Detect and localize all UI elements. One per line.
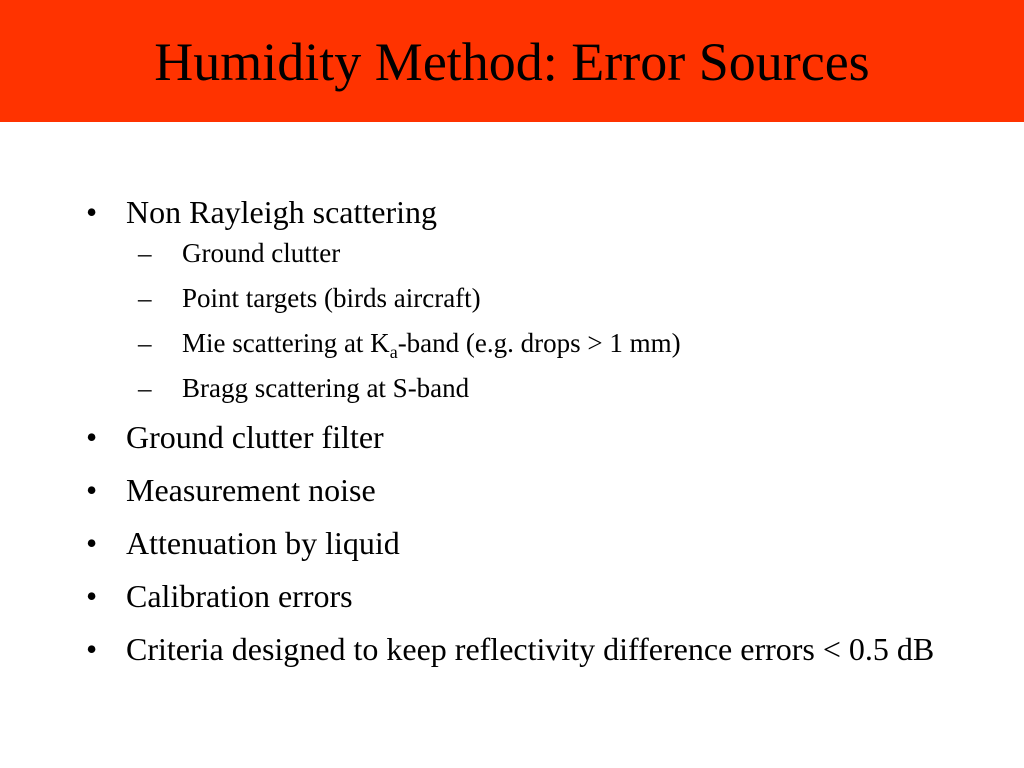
bullet-item: [86, 522, 946, 564]
bullet-icon: •: [86, 419, 98, 455]
bullet-icon: •: [86, 578, 98, 614]
bullet-text: Ground clutter filter: [126, 419, 384, 455]
bullet-text: Attenuation by liquid: [126, 525, 400, 561]
sub-bullet-text-pre: Mie scattering at K: [182, 328, 390, 358]
sub-bullet-text: Ground clutter: [182, 238, 341, 268]
sub-bullet-item: [138, 326, 946, 360]
bullet-item: [86, 191, 946, 405]
bullet-item: [86, 628, 946, 670]
sub-bullet-list: [126, 236, 946, 405]
bullet-icon: •: [86, 631, 98, 667]
bullet-text: Measurement noise: [126, 472, 376, 508]
subscript-text: a: [389, 342, 398, 362]
sub-bullet-item: [138, 371, 946, 405]
bullet-item: [86, 416, 946, 458]
bullet-item: [86, 575, 946, 617]
dash-icon: –: [138, 238, 152, 268]
sub-bullet-text: Point targets (birds aircraft): [182, 283, 481, 313]
sub-bullet-text: Bragg scattering at S-band: [182, 373, 470, 403]
bullet-text: Calibration errors: [126, 578, 353, 614]
slide-title: Humidity Method: Error Sources: [154, 32, 870, 92]
bullet-list: [86, 191, 946, 670]
sub-bullet-text-post: -band (e.g. drops > 1 mm): [397, 328, 681, 358]
dash-icon: –: [138, 373, 152, 403]
dash-icon: –: [138, 283, 152, 313]
bullet-text: Non Rayleigh scattering: [126, 194, 438, 230]
sub-bullet-item: [138, 281, 946, 315]
slide-body: [86, 191, 946, 681]
bullet-text: Criteria designed to keep reflectivity difference errors < 0.5 dB: [126, 631, 935, 667]
bullet-icon: •: [86, 194, 98, 230]
bullet-item: [86, 469, 946, 511]
bullet-icon: •: [86, 472, 98, 508]
dash-icon: –: [138, 328, 152, 358]
sub-bullet-item: [138, 236, 946, 270]
bullet-icon: •: [86, 525, 98, 561]
